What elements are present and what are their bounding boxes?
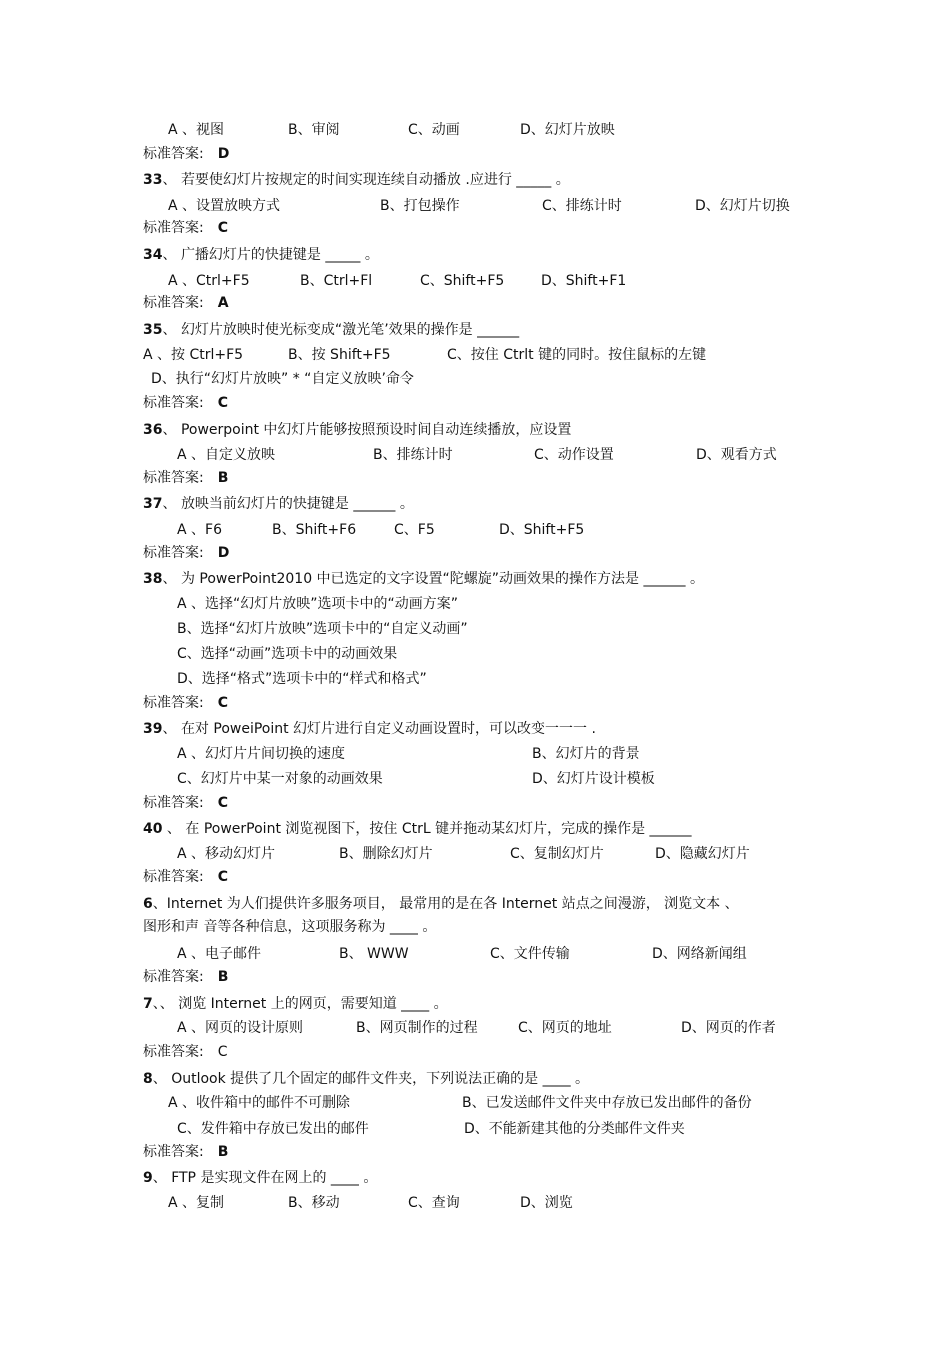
option-b: B、按 Shift+F5 xyxy=(288,347,391,363)
question-separator: 、 xyxy=(162,571,177,587)
option-a: A 、幻灯片片间切换的速度 xyxy=(177,746,346,762)
question-number: 34 xyxy=(143,247,163,263)
option-c: C、复制幻灯片 xyxy=(510,846,604,862)
answer-value: C xyxy=(217,395,228,411)
option-c: C、F5 xyxy=(394,522,435,538)
answer-label: 标准答案: xyxy=(143,545,204,561)
option-c: C、动作设置 xyxy=(534,447,614,463)
question-separator: 、 xyxy=(162,721,177,737)
question-stem xyxy=(143,820,692,838)
answer-value: C xyxy=(217,695,228,711)
answer-line xyxy=(143,394,228,412)
option-b: B、Ctrl+Fl xyxy=(300,273,373,289)
option-b: B、网页制作的过程 xyxy=(356,1020,478,1036)
option-b: B、已发送邮件文件夹中存放已发出邮件的备份 xyxy=(462,1095,752,1111)
answer-label: 标准答案: xyxy=(143,146,204,162)
question-stem xyxy=(143,171,570,189)
answer-line xyxy=(143,1043,228,1061)
question-number: 9 xyxy=(143,1170,153,1186)
answer-value: A xyxy=(217,295,229,311)
answer-value: B xyxy=(217,969,229,985)
question-separator: 、、 xyxy=(152,996,174,1012)
question-stem xyxy=(143,1070,589,1088)
option-c: C、动画 xyxy=(408,122,460,138)
question-text: 放映当前幻灯片的快捷键是 ______ 。 xyxy=(180,496,414,512)
answer-value: C xyxy=(217,795,228,811)
option-d: D、Shift+F1 xyxy=(541,273,627,289)
answer-line xyxy=(143,1143,228,1161)
option-d: D、观看方式 xyxy=(696,447,777,463)
question-separator: 、 xyxy=(162,172,177,188)
answer-value: B xyxy=(217,1144,229,1160)
answer-value: D xyxy=(217,545,230,561)
option-b: B、移动 xyxy=(288,1195,340,1211)
question-text: 若要使幻灯片按规定的时间实现连续自动播放 .应进行 _____ 。 xyxy=(180,172,570,188)
option-b: B、 WWW xyxy=(339,946,409,962)
question-number: 33 xyxy=(143,172,163,188)
option-c: C、发件箱中存放已发出的邮件 xyxy=(177,1121,369,1137)
option-c: C、文件传输 xyxy=(490,946,570,962)
option-b: B、打包操作 xyxy=(380,198,460,214)
question-stem xyxy=(143,570,704,588)
question-separator: 、 xyxy=(162,422,177,438)
option-d: D、不能新建其他的分类邮件文件夹 xyxy=(464,1121,685,1137)
answer-line xyxy=(143,294,229,312)
answer-line xyxy=(143,469,228,487)
question-number: 6 xyxy=(143,896,153,912)
option-b: B、删除幻灯片 xyxy=(339,846,433,862)
question-text: Powerpoint 中幻灯片能够按照预设时间自动连续播放，应设置 xyxy=(180,422,572,438)
option-b: B、幻灯片的背景 xyxy=(532,746,640,762)
question-separator: 、 xyxy=(162,322,177,338)
option-a: A 、自定义放映 xyxy=(177,447,276,463)
question-number: 35 xyxy=(143,322,163,338)
option-d: D、Shift+F5 xyxy=(499,522,585,538)
answer-label: 标准答案: xyxy=(143,695,204,711)
question-separator: 、 xyxy=(162,821,181,837)
option-b: B、Shift+F6 xyxy=(272,522,357,538)
answer-line xyxy=(143,868,228,886)
option-c: C、网页的地址 xyxy=(518,1020,612,1036)
question-number: 39 xyxy=(143,721,163,737)
option-c: C、查询 xyxy=(408,1195,460,1211)
option-a: A 、复制 xyxy=(168,1195,225,1211)
answer-line xyxy=(143,794,228,812)
question-stem-continued: 图形和声 音等各种信息，这项服务称为 ____ 。 xyxy=(143,919,437,935)
question-stem xyxy=(143,421,571,439)
question-text: 幻灯片放映时使光标变成“激光笔’效果的操作是 ______ xyxy=(180,322,520,338)
option-a: A 、Ctrl+F5 xyxy=(168,273,250,289)
answer-label: 标准答案: xyxy=(143,969,204,985)
answer-value: C xyxy=(217,1044,228,1060)
option-d: D、浏览 xyxy=(520,1195,573,1211)
answer-value: C xyxy=(217,220,228,236)
question-stem xyxy=(143,321,519,339)
option-d: D、选择“格式”选项卡中的“样式和格式” xyxy=(177,671,427,687)
option-a: A 、网页的设计原则 xyxy=(177,1020,304,1036)
question-stem xyxy=(143,720,596,738)
option-c: C、幻灯片中某一对象的动画效果 xyxy=(177,771,383,787)
option-d: D、网络新闻组 xyxy=(652,946,747,962)
answer-line xyxy=(143,219,228,237)
question-number: 38 xyxy=(143,571,163,587)
question-stem xyxy=(143,895,739,913)
question-text: 浏览 Internet 上的网页，需要知道 ____ 。 xyxy=(178,996,448,1012)
answer-label: 标准答案: xyxy=(143,295,204,311)
question-separator: 、 xyxy=(162,247,177,263)
option-d: D、网页的作者 xyxy=(681,1020,776,1036)
option-d: D、幻灯片放映 xyxy=(520,122,615,138)
question-text: Internet 为人们提供许多服务项目， 最常用的是在各 Internet 站点之间漫游， 浏览文本 、 xyxy=(166,896,739,912)
answer-value: D xyxy=(217,146,230,162)
option-c: C、按住 Ctrlt 键的同时。按住鼠标的左键 xyxy=(447,347,707,363)
question-separator: 、 xyxy=(152,1170,167,1186)
question-text: 为 PowerPoint2010 中已选定的文字设置“陀螺旋”动画效果的操作方法是 ______ 。 xyxy=(180,571,704,587)
option-b: B、选择“幻灯片放映”选项卡中的“自定义动画” xyxy=(177,621,468,637)
answer-label: 标准答案: xyxy=(143,1144,204,1160)
option-a: A 、选择“幻灯片放映”选项卡中的“动画方案” xyxy=(177,596,459,612)
answer-label: 标准答案: xyxy=(143,869,204,885)
answer-label: 标准答案: xyxy=(143,470,204,486)
question-stem xyxy=(143,246,379,264)
question-number: 37 xyxy=(143,496,163,512)
answer-label: 标准答案: xyxy=(143,1044,204,1060)
question-stem xyxy=(143,995,448,1013)
option-a: A 、按 Ctrl+F5 xyxy=(143,347,244,363)
answer-value: C xyxy=(217,869,228,885)
question-number: 8 xyxy=(143,1071,153,1087)
question-separator: 、 xyxy=(152,896,167,912)
question-text: 在对 PoweiPoint 幻灯片进行自定义动画设置时，可以改变一一一 . xyxy=(180,721,596,737)
answer-value: B xyxy=(217,470,229,486)
question-stem xyxy=(143,495,414,513)
option-d: D、幻灯片切换 xyxy=(695,198,790,214)
option-a: A 、视图 xyxy=(168,122,225,138)
answer-label: 标准答案: xyxy=(143,795,204,811)
question-text: Outlook 提供了几个固定的邮件文件夹，下列说法正确的是 ____ 。 xyxy=(171,1071,590,1087)
question-stem xyxy=(143,1169,377,1187)
option-a: A 、移动幻灯片 xyxy=(177,846,276,862)
question-separator: 、 xyxy=(162,496,177,512)
question-number: 7 xyxy=(143,996,153,1012)
option-a: A 、F6 xyxy=(177,522,222,538)
option-a: A 、收件箱中的邮件不可删除 xyxy=(168,1095,351,1111)
option-c: C、排练计时 xyxy=(542,198,622,214)
question-text: 广播幻灯片的快捷键是 _____ 。 xyxy=(180,247,379,263)
answer-line xyxy=(143,694,228,712)
option-b: B、审阅 xyxy=(288,122,340,138)
option-c: C、Shift+F5 xyxy=(420,273,505,289)
option-d: D、隐藏幻灯片 xyxy=(655,846,750,862)
answer-line xyxy=(143,544,229,562)
answer-label: 标准答案: xyxy=(143,395,204,411)
question-text: FTP 是实现文件在网上的 ____ 。 xyxy=(171,1170,378,1186)
option-a: A 、设置放映方式 xyxy=(168,198,281,214)
option-d: D、执行“幻灯片放映” * “自定义放映’命令 xyxy=(151,371,414,387)
question-text: 在 PowerPoint 浏览视图下，按住 CtrL 键并拖动某幻灯片，完成的操作是 ______ xyxy=(185,821,692,837)
answer-line xyxy=(143,145,229,163)
option-b: B、排练计时 xyxy=(373,447,453,463)
question-number: 36 xyxy=(143,422,163,438)
question-separator: 、 xyxy=(152,1071,167,1087)
answer-line xyxy=(143,968,228,986)
option-a: A 、电子邮件 xyxy=(177,946,262,962)
option-c: C、选择“动画”选项卡中的动画效果 xyxy=(177,646,398,662)
answer-label: 标准答案: xyxy=(143,220,204,236)
option-d: D、幻灯片设计模板 xyxy=(532,771,655,787)
question-number: 40 xyxy=(143,821,163,837)
